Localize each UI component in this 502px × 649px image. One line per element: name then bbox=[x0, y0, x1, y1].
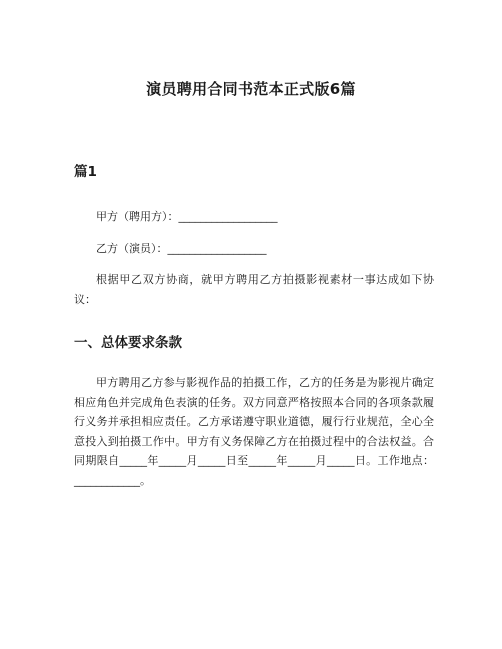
intro-paragraph: 根据甲乙双方协商，就甲方聘用乙方拍摄影视素材一事达成如下协议： bbox=[74, 273, 434, 306]
clause-heading: 一、总体要求条款 bbox=[74, 335, 182, 351]
clause-body-paragraph: 甲方聘用乙方参与影视作品的拍摄工作，乙方的任务是为影视片确定相应角色并完成角色表演的任务。双方同意严格按照本合同的各项条款履行义务并承担相应责任。乙方承诺遵守职业道德，履行行业规范，全心全意投入到拍摄工作中。甲方有义务保障乙方在拍摄过程中的合法权益。合同期限自_____年_____月_____日至_____年_____月_____日。工作地点：____________。 bbox=[74, 376, 434, 487]
part-heading: 篇1 bbox=[74, 164, 97, 180]
party-b-line: 乙方（演员）：__________________ bbox=[96, 242, 267, 255]
document-title: 演员聘用合同书范本正式版6篇 bbox=[146, 80, 356, 98]
party-a-line: 甲方（聘用方）：__________________ bbox=[96, 210, 278, 223]
